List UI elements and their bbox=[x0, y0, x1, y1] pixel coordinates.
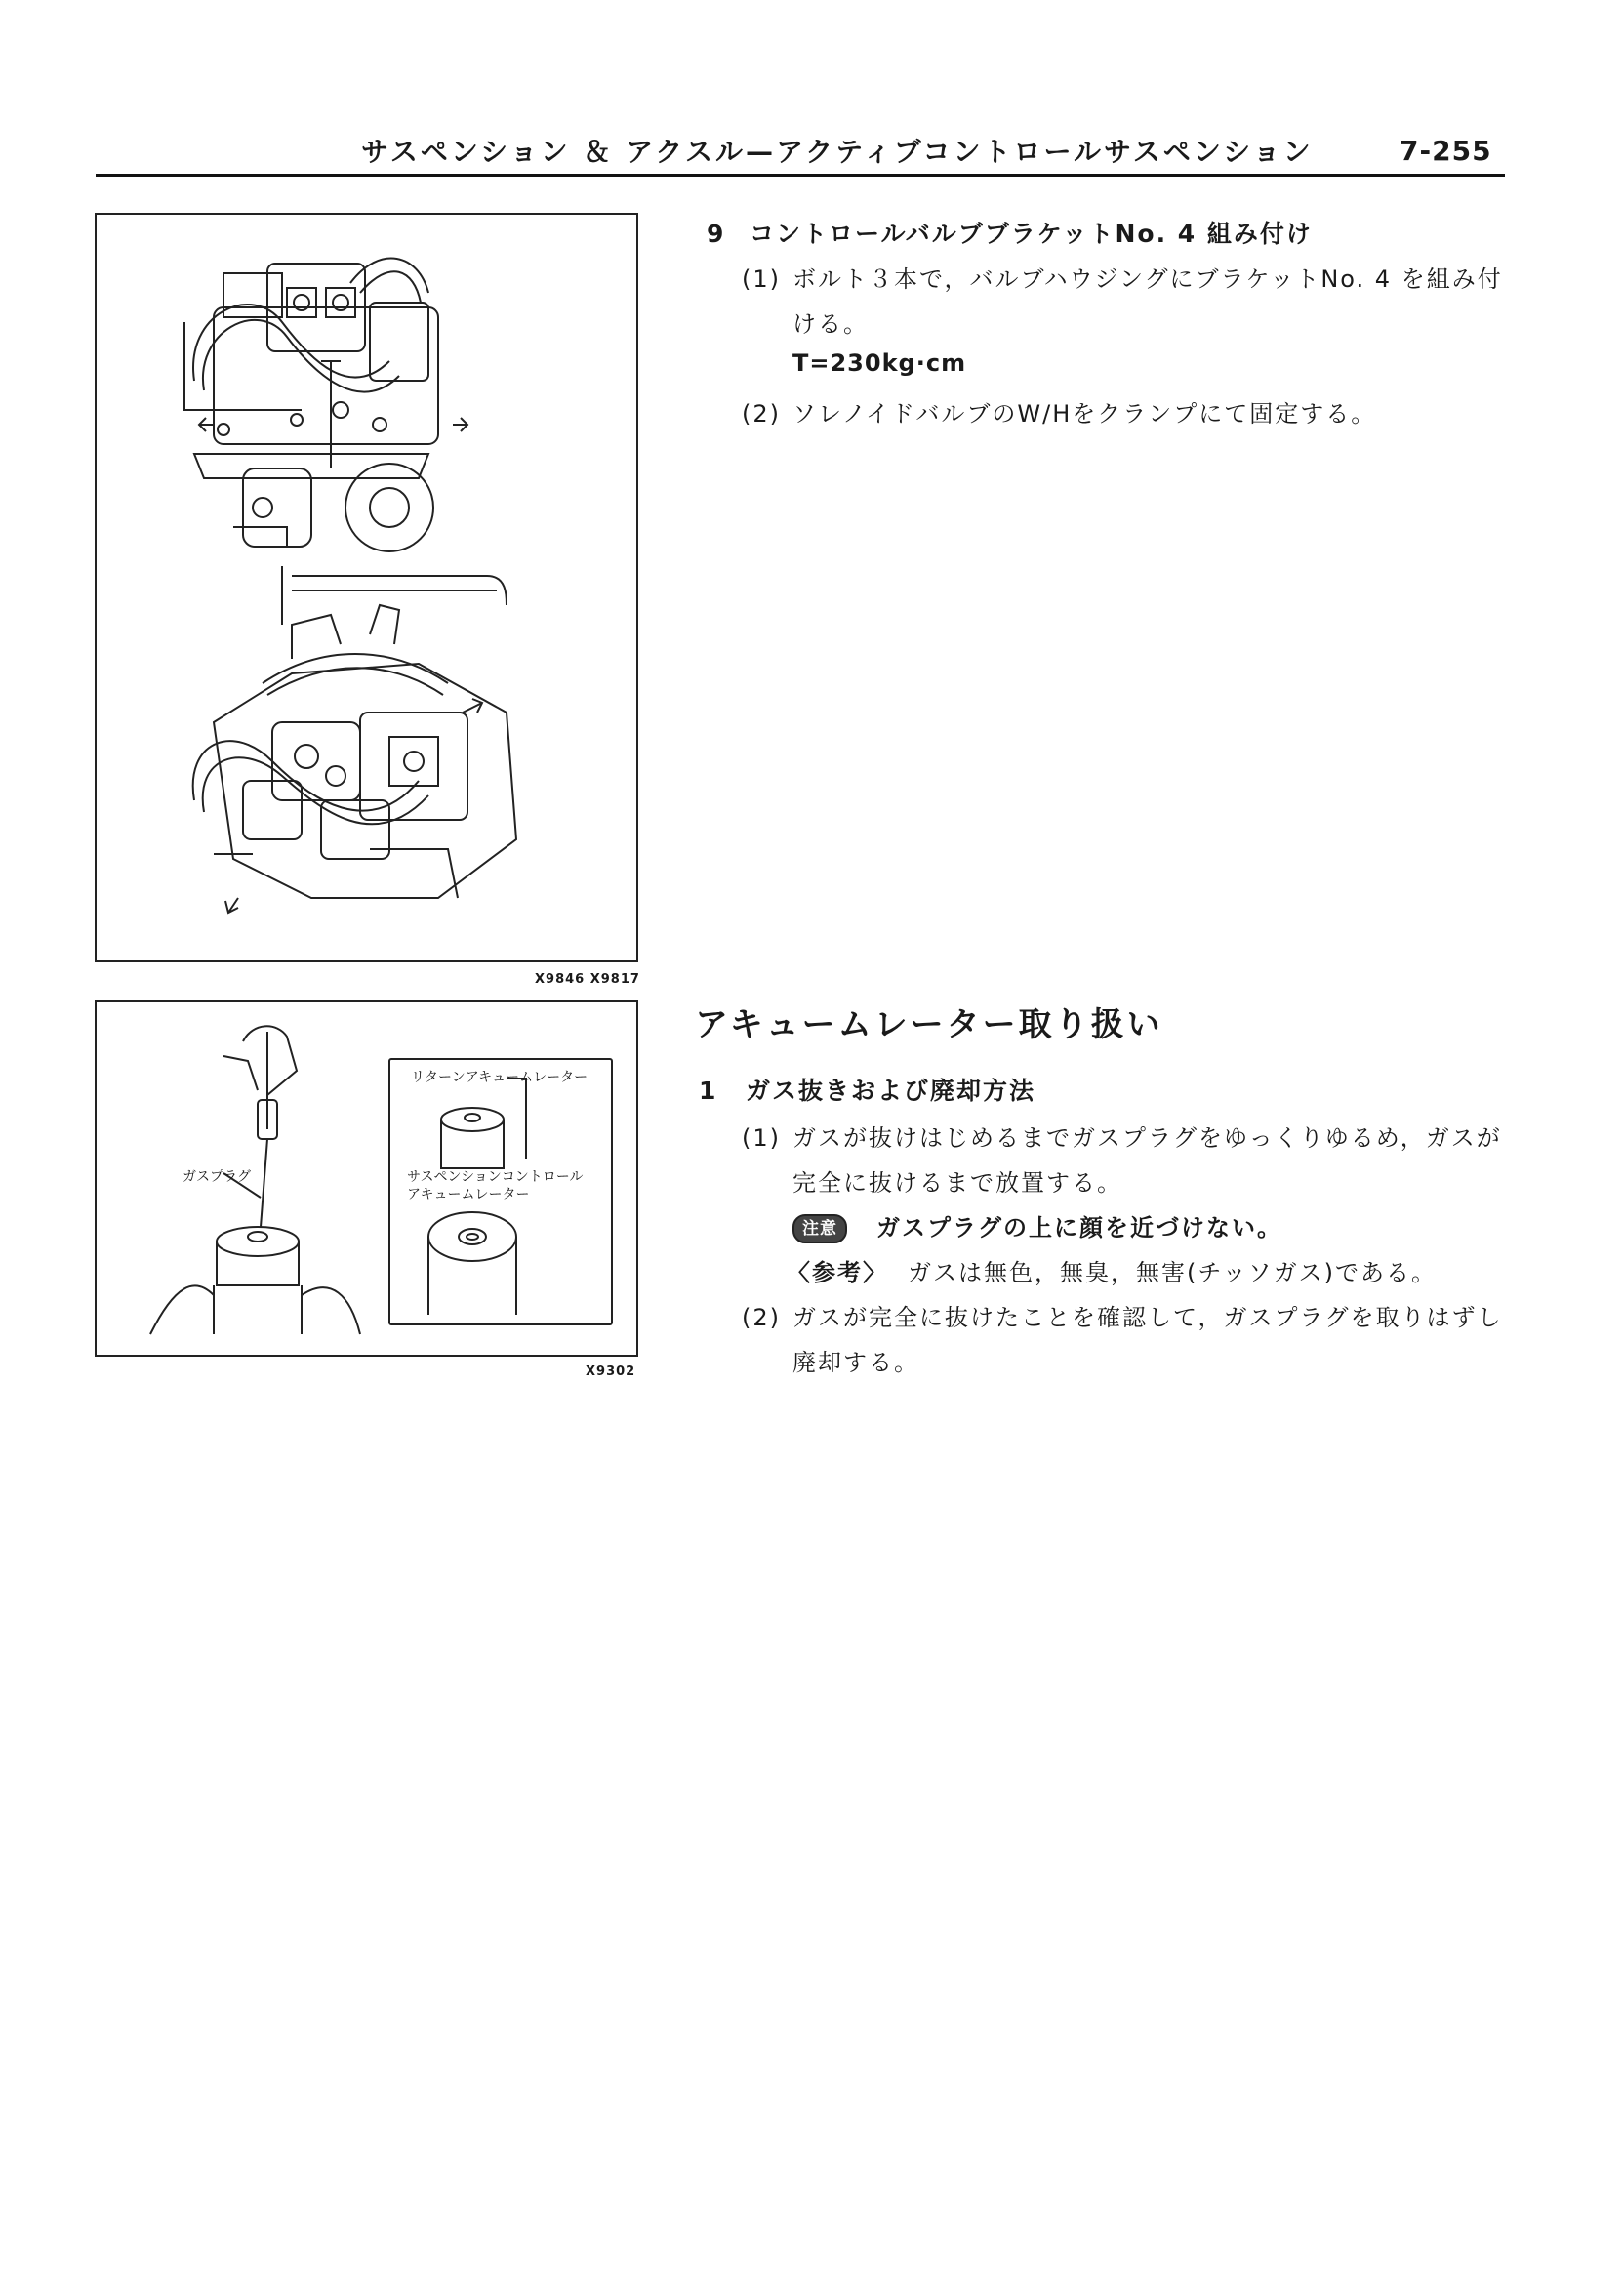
step-number: 9 bbox=[707, 220, 726, 248]
reference-text: ガスは無色，無臭，無害(チッソガス)である。 bbox=[908, 1259, 1438, 1286]
item-number: (1) bbox=[742, 1124, 781, 1152]
accumulator-item-2 bbox=[742, 1298, 1503, 1332]
label-return-accumulator: リターンアキュームレーター bbox=[411, 1070, 589, 1085]
figure-accumulator bbox=[95, 1000, 638, 1357]
caution-line bbox=[792, 1208, 1282, 1243]
step-title: ガス抜きおよび廃却方法 bbox=[746, 1077, 1036, 1105]
page-number: 7-255 bbox=[1400, 135, 1492, 167]
step-9-item-1-cont: ける。 bbox=[792, 310, 869, 338]
item-number: (1) bbox=[742, 265, 781, 293]
accumulator-item-1 bbox=[742, 1119, 1502, 1153]
engine-illustration bbox=[97, 215, 636, 960]
figure-code-top: X9846 X9817 bbox=[535, 972, 640, 987]
item-text: ソレノイドバルブのW/Hをクランプにて固定する。 bbox=[792, 400, 1377, 428]
accumulator-step-1-heading bbox=[699, 1072, 1035, 1107]
section-title-accumulator: アキュームレーター取り扱い bbox=[695, 1005, 1163, 1044]
step-9-heading bbox=[707, 215, 1313, 250]
caution-badge: 注意 bbox=[792, 1214, 847, 1243]
item-number: (2) bbox=[742, 1304, 781, 1331]
figure-code-bottom: X9302 bbox=[586, 1364, 636, 1379]
label-suspension-accumulator-1: サスペンションコントロール bbox=[407, 1169, 584, 1185]
page-header-title: サスペンション ＆ アクスル—アクティブコントロールサスペンション bbox=[361, 136, 1314, 168]
item-text: ボルト３本で，バルブハウジングにブラケットNo. 4 を組み付 bbox=[792, 265, 1503, 293]
header-rule bbox=[96, 174, 1505, 177]
accumulator-item-2-cont: 廃却する。 bbox=[792, 1349, 919, 1376]
step-number: 1 bbox=[699, 1077, 718, 1105]
torque-spec: T=230kg·cm bbox=[792, 349, 967, 377]
step-9-item-1 bbox=[742, 260, 1503, 294]
label-suspension-accumulator-2: アキュームレーター bbox=[407, 1187, 530, 1202]
step-9-item-2 bbox=[742, 394, 1376, 428]
accumulator-item-1-cont: 完全に抜けるまで放置する。 bbox=[792, 1169, 1122, 1197]
caution-text: ガスプラグの上に顔を近づけない。 bbox=[876, 1214, 1282, 1242]
item-text: ガスが抜けはじめるまでガスプラグをゆっくりゆるめ，ガスが bbox=[792, 1124, 1502, 1152]
item-number: (2) bbox=[742, 400, 781, 428]
figure-control-valve-bracket bbox=[95, 213, 638, 962]
step-title: コントロールバルブブラケットNo. 4 組み付け bbox=[750, 220, 1313, 248]
item-text: ガスが完全に抜けたことを確認して，ガスプラグを取りはずし bbox=[792, 1304, 1503, 1331]
label-gas-plug: ガスプラグ bbox=[183, 1169, 251, 1185]
reference-line bbox=[787, 1253, 1437, 1287]
reference-label: 〈参考〉 bbox=[787, 1259, 888, 1286]
